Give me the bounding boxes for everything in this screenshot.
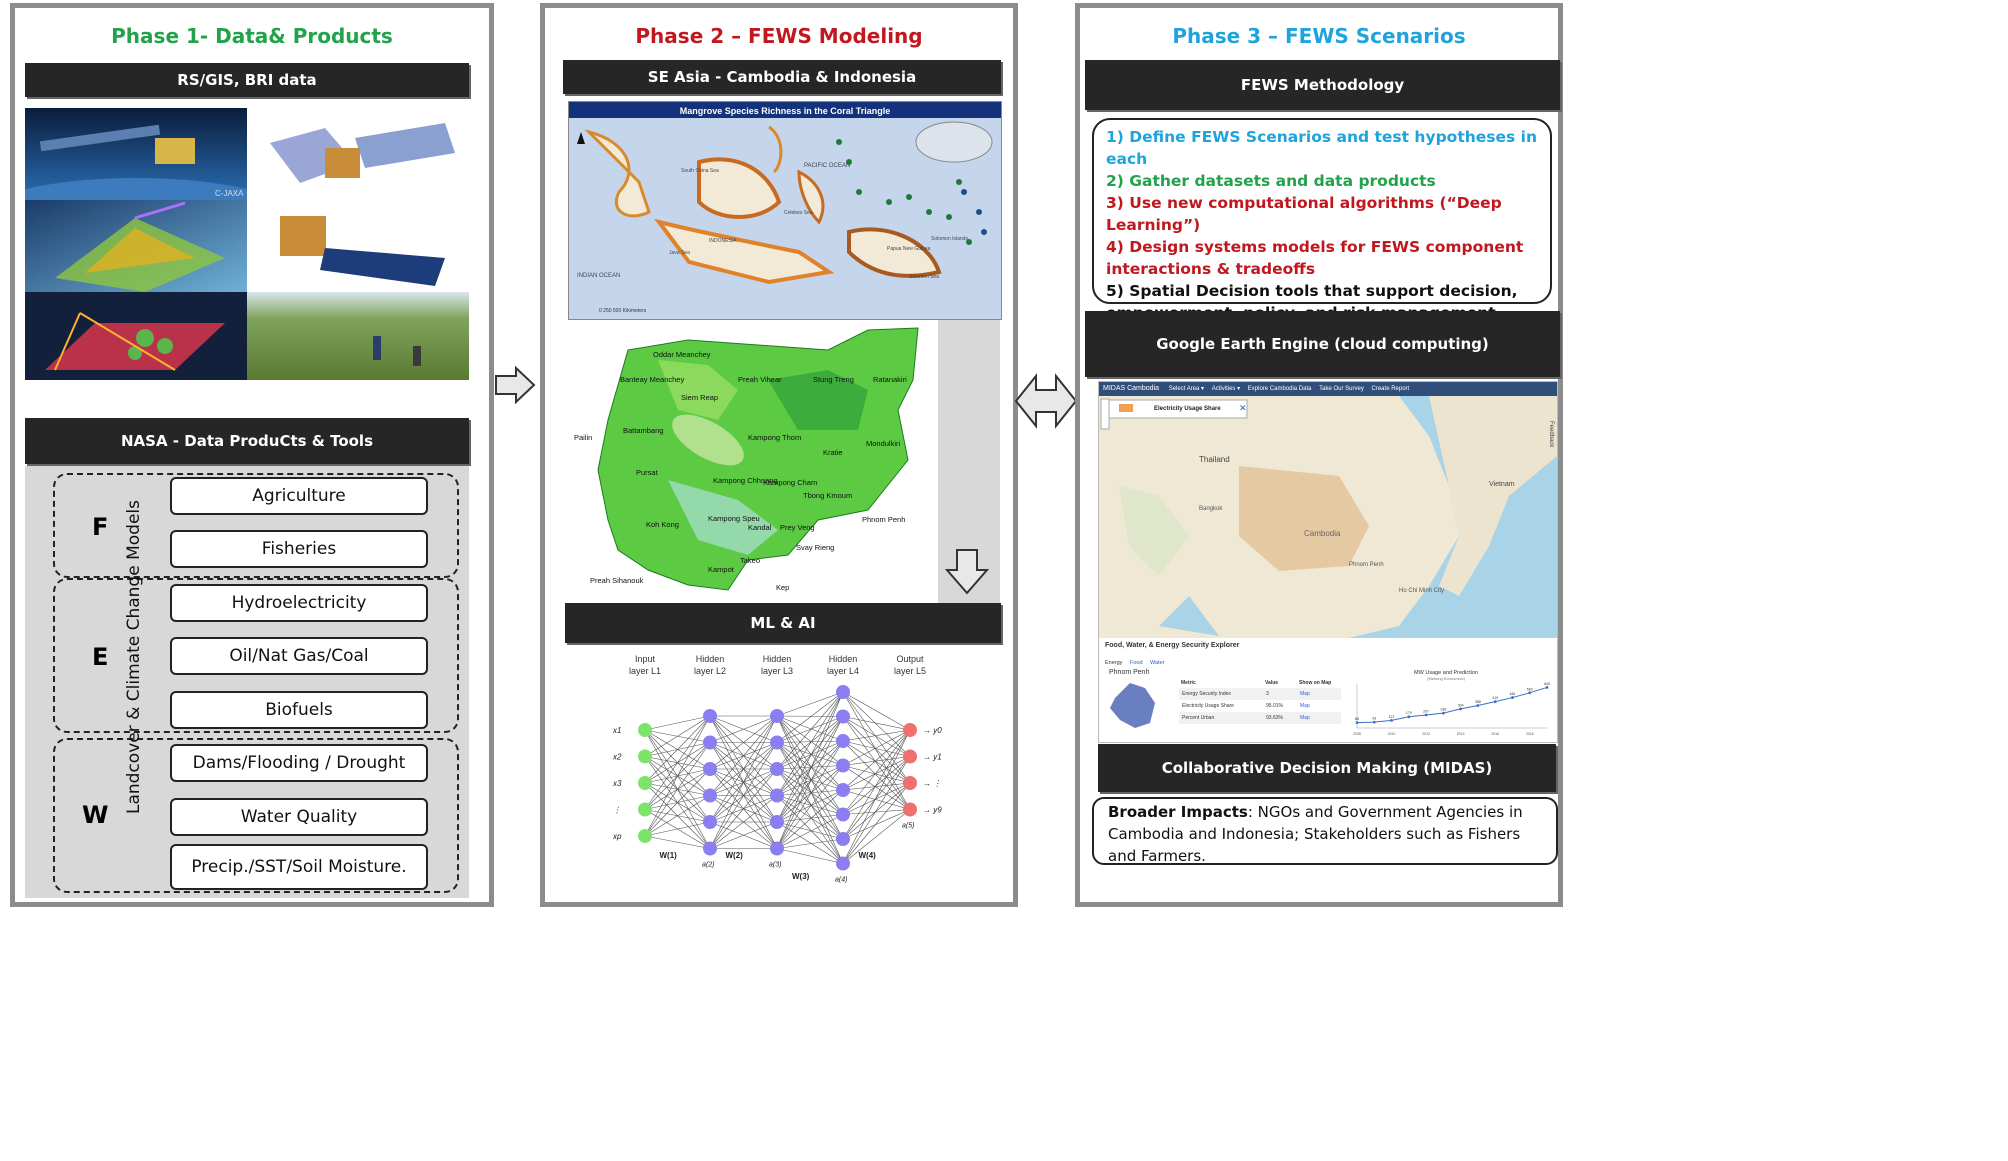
data-point — [1407, 715, 1410, 718]
province-shape — [1105, 678, 1165, 733]
data-label: 419 — [1492, 696, 1499, 701]
province-label: Kandal — [748, 523, 772, 532]
x-tick-label: 2018 — [1525, 732, 1534, 736]
table-cell: 93.63% — [1266, 715, 1283, 721]
down-arrow-icon — [945, 548, 989, 596]
province-label: Tbong Kmoum — [803, 491, 853, 500]
nn-connection — [777, 741, 843, 743]
map1-scale: 0 250 500 Kilometers — [599, 308, 647, 314]
province-label: Koh Kong — [646, 520, 679, 529]
impacts-text: : NGOs and Government Agencies in Cambodia and Indonesia; Stakeholders such as Fishers and Farmers. — [1108, 803, 1523, 865]
nn-connection — [645, 796, 710, 837]
data-label: 86 — [1355, 717, 1359, 722]
province-label: Kep — [776, 583, 790, 592]
nn-node — [770, 815, 784, 829]
nn-node — [638, 829, 652, 843]
nn-node — [703, 736, 717, 750]
data-label: 358 — [1474, 699, 1481, 704]
x-tick-label: 2016 — [1491, 732, 1500, 736]
nn-node — [903, 803, 917, 817]
nn-connection — [777, 692, 843, 743]
province-label: Preah Sihanouk — [590, 576, 644, 585]
nn-connection — [645, 836, 710, 849]
nn-node — [638, 723, 652, 737]
pill-agriculture: Agriculture — [170, 477, 428, 515]
nn-connection — [645, 743, 710, 837]
explorer-title: Food, Water, & Energy Security Explorer — [1105, 642, 1240, 649]
data-point — [1390, 719, 1393, 722]
province-label: Prey Veng — [780, 523, 815, 532]
pill-water-quality: Water Quality — [170, 798, 428, 836]
chart-subtitle: (Mekong Economics) — [1427, 676, 1465, 681]
map-label-bangkok: Bangkok — [1199, 506, 1223, 512]
close-icon[interactable]: ✕ — [1239, 403, 1247, 413]
data-point — [1546, 686, 1549, 689]
data-point — [1459, 707, 1462, 710]
nn-activation-label: a(2) — [702, 861, 715, 869]
step-3: 3) Use new computational algorithms (“Deep Learning”) — [1106, 194, 1502, 234]
nn-node — [638, 750, 652, 764]
phase2-title: Phase 2 – FEWS Modeling — [635, 24, 923, 48]
nn-connection — [645, 716, 710, 836]
data-point — [1425, 714, 1428, 717]
table-header: Show on Map — [1299, 680, 1332, 686]
nn-node — [770, 736, 784, 750]
explorer-tabs — [1105, 660, 1165, 666]
satellite-image-collage — [25, 108, 469, 380]
map1-label-pacific: PACIFIC OCEAN — [804, 163, 851, 169]
phase3-title: Phase 3 – FEWS Scenarios — [1172, 24, 1466, 48]
right-arrow-icon — [494, 366, 538, 404]
map-label-cambodia: Cambodia — [1304, 529, 1341, 538]
nn-connection — [843, 730, 910, 839]
province-label: Siem Reap — [681, 393, 719, 402]
phase2-panel — [540, 3, 1018, 907]
nn-connection — [777, 790, 843, 849]
series-line — [1357, 687, 1547, 722]
nn-connection — [777, 716, 843, 864]
nn-connection — [645, 716, 710, 730]
nn-connection — [777, 769, 843, 815]
nn-output-label: → y1 — [923, 752, 942, 762]
nav-item[interactable]: Select Area ▾ — [1168, 386, 1205, 392]
step-4: 4) Design systems models for FEWS component interactions & tradeoffs — [1106, 238, 1524, 278]
province-label: Kratie — [823, 448, 843, 457]
popup-title: Electricity Usage Share — [1154, 406, 1221, 412]
zoom-controls[interactable] — [1101, 399, 1109, 429]
nn-node — [703, 842, 717, 856]
nn-connection — [843, 783, 910, 839]
nn-layer-label: Input — [634, 654, 656, 664]
data-label: 207 — [1423, 709, 1430, 714]
nn-connection — [843, 757, 910, 766]
nn-node — [770, 789, 784, 803]
feedback-tab[interactable]: Feedback — [1548, 421, 1554, 448]
nn-layer-label: layer L2 — [693, 666, 727, 676]
midas-navbar — [1099, 382, 1557, 396]
province-label: Kampong Cham — [763, 478, 818, 487]
nn-connection — [843, 783, 910, 864]
x-tick-label: 2014 — [1456, 732, 1465, 736]
methodology-steps — [1092, 118, 1552, 304]
nn-connection — [843, 757, 910, 840]
table-cell: Energy Security Index — [1182, 691, 1231, 697]
nn-connection — [777, 796, 843, 815]
nn-activation-label: a(5) — [902, 822, 915, 830]
letter-e: E — [92, 643, 109, 671]
nn-layer-label: Hidden — [695, 654, 725, 664]
nn-weight-label: W(2) — [725, 851, 743, 860]
nn-weight-label: W(1) — [659, 851, 677, 860]
step-2: 2) Gather datasets and data products — [1106, 172, 1436, 190]
nn-node — [836, 759, 850, 773]
map1-label-java: Java Sea — [669, 250, 690, 256]
province-label: Kampot — [708, 565, 734, 574]
map-link[interactable]: Map — [1300, 703, 1310, 709]
province-label: Kampong Speu — [708, 514, 760, 523]
nn-node — [770, 842, 784, 856]
pill-hydroelectricity: Hydroelectricity — [170, 584, 428, 622]
letter-w: W — [82, 801, 109, 829]
data-label: 179 — [1405, 711, 1412, 716]
nasa-bar: NASA - Data ProduCts & Tools — [25, 418, 469, 464]
nn-node — [836, 808, 850, 822]
x-tick-label: 2010 — [1387, 732, 1396, 736]
nav-item[interactable]: Create Report — [1371, 386, 1410, 392]
map-label-vietnam: Vietnam — [1489, 481, 1515, 488]
map1-label-scs: South China Sea — [681, 168, 719, 174]
nn-node — [638, 776, 652, 790]
step-1: 1) Define FEWS Scenarios and test hypotheses in each — [1106, 128, 1537, 168]
map1-label-indian: INDIAN OCEAN — [577, 273, 621, 279]
pill-fisheries: Fisheries — [170, 530, 428, 568]
nn-connection — [645, 716, 710, 810]
nn-input-label: x3 — [613, 779, 622, 788]
province-label: Svay Rieng — [796, 543, 835, 552]
province-label: Stung Treng — [813, 375, 854, 384]
data-label: 236 — [1440, 707, 1447, 712]
phase3-panel — [1075, 3, 1563, 907]
nn-connection — [843, 757, 910, 815]
chart-title: MW Usage and Prediction — [1414, 670, 1478, 676]
nn-layer-label: layer L5 — [893, 666, 927, 676]
map1-label-solomon-sea: Solomon Sea — [909, 274, 940, 280]
nn-activation-label: a(4) — [835, 876, 848, 884]
nn-weight-label: W(4) — [858, 851, 876, 860]
methodology-bar: FEWS Methodology — [1085, 60, 1560, 110]
nn-node — [836, 685, 850, 699]
map1-label-celebes: Celebes Sea — [784, 210, 813, 216]
rs-gis-bar: RS/GIS, BRI data — [25, 63, 469, 97]
table-header: Metric — [1181, 680, 1196, 686]
nn-connection — [843, 717, 910, 731]
nn-input-label: xp — [613, 832, 622, 841]
neural-network-diagram — [605, 646, 961, 901]
province-label: Pailin — [574, 433, 593, 442]
nn-layer-label: Hidden — [828, 654, 858, 664]
nn-node — [703, 709, 717, 723]
impacts-label: Broader Impacts — [1108, 803, 1248, 821]
data-point — [1528, 691, 1531, 694]
nn-node — [836, 783, 850, 797]
nn-node — [836, 734, 850, 748]
data-label: 645 — [1544, 681, 1550, 686]
data-point — [1373, 721, 1376, 724]
map-link[interactable]: Map — [1300, 691, 1310, 697]
map1-label-png: Papua New Guinea — [887, 246, 931, 252]
tab-food[interactable]: Food — [1129, 660, 1143, 666]
province-label: Ratanakiri — [873, 375, 907, 384]
table-cell: 95.01% — [1266, 703, 1283, 709]
nn-connection — [777, 743, 843, 766]
nn-layer-label: Output — [896, 654, 924, 664]
midas-nav-title[interactable]: MIDAS Cambodia — [1103, 385, 1160, 392]
nn-connection — [645, 716, 710, 783]
tab-water[interactable]: Water — [1150, 660, 1165, 666]
table-header: Value — [1265, 680, 1279, 686]
nn-connection — [843, 766, 910, 784]
nn-output-label: → y0 — [923, 726, 942, 735]
midas-map[interactable] — [1099, 396, 1557, 638]
nn-output-label: → y9 — [923, 805, 942, 815]
nn-connection — [843, 810, 910, 864]
nn-node — [703, 762, 717, 776]
pill-biofuels: Biofuels — [170, 691, 428, 729]
data-point — [1477, 704, 1480, 707]
phase1-panel — [10, 3, 494, 907]
data-label: 93 — [1372, 716, 1377, 721]
metrics-table — [1179, 678, 1341, 724]
nn-node — [703, 815, 717, 829]
map1-label-indonesia: INDONESIA — [709, 238, 737, 244]
province-label: Banteay Meanchey — [620, 375, 685, 384]
nn-node — [903, 776, 917, 790]
collab-bar: Collaborative Decision Making (MIDAS) — [1098, 744, 1556, 792]
nn-connection — [843, 717, 910, 810]
data-label: 560 — [1526, 687, 1533, 692]
nn-input-label: ⋮ — [613, 805, 621, 815]
gee-bar: Google Earth Engine (cloud computing) — [1085, 311, 1560, 377]
table-cell: 3 — [1266, 691, 1269, 697]
nn-connection — [777, 849, 843, 864]
nn-layer-label: Hidden — [762, 654, 792, 664]
nn-connection — [645, 769, 710, 836]
nn-input-label: x1 — [613, 726, 622, 735]
cambodia-map — [568, 320, 1000, 603]
nn-layer-label: layer L1 — [628, 666, 662, 676]
nn-connection — [777, 766, 843, 823]
double-arrow-icon — [1014, 372, 1078, 430]
nn-node — [770, 762, 784, 776]
vertical-label: Landcover & Climate Change Models — [124, 500, 144, 814]
nn-connection — [843, 741, 910, 783]
nn-node — [638, 803, 652, 817]
table-cell: Percent Urban — [1182, 715, 1215, 721]
province-label: Battambang — [623, 426, 664, 435]
nn-output-label: → ⋮ — [923, 779, 942, 788]
map-link[interactable]: Map — [1300, 715, 1310, 721]
province-label: Takeo — [740, 556, 761, 565]
province-label: Phnom Penh — [862, 515, 906, 524]
tab-energy[interactable]: Energy — [1105, 660, 1123, 666]
data-point — [1356, 721, 1359, 724]
nn-node — [703, 789, 717, 803]
nn-connection — [843, 741, 910, 757]
data-label: 304 — [1457, 703, 1464, 708]
province-name: Phnom Penh — [1109, 669, 1150, 676]
map-label-phnom-penh: Phnom Penh — [1349, 562, 1384, 568]
nn-node — [903, 723, 917, 737]
nn-node — [903, 750, 917, 764]
map1-label-solomon-islands: Solomon Islands — [931, 236, 968, 242]
mangrove-map — [568, 101, 1002, 320]
data-label: 121 — [1388, 714, 1395, 719]
province-label: Pursat — [636, 468, 658, 477]
nav-item[interactable]: Activities ▾ — [1211, 386, 1241, 392]
nn-connection — [777, 717, 843, 770]
image-credit: C-JAXA — [215, 189, 244, 198]
nn-layer-label: layer L3 — [760, 666, 794, 676]
pill-dams-flooding: Dams/Flooding / Drought — [170, 744, 428, 782]
nn-connection — [777, 716, 843, 766]
letter-f: F — [92, 513, 109, 541]
map-label-hcmc: Ho Chi Minh City — [1399, 588, 1445, 594]
nn-connection — [645, 822, 710, 836]
data-label: 484 — [1509, 692, 1516, 697]
nn-connection — [777, 692, 843, 796]
nn-weight-label: W(3) — [792, 872, 810, 881]
phase1-title: Phase 1- Data& Products — [111, 24, 393, 48]
data-point — [1511, 696, 1514, 699]
province-label: Preah Vihear — [738, 375, 782, 384]
province-label: Kampong Chhnang — [713, 476, 778, 485]
region-bar: SE Asia - Cambodia & Indonesia — [563, 60, 1001, 94]
nav-item[interactable]: Take Our Survey — [1319, 386, 1364, 392]
province-label: Kampong Thom — [748, 433, 802, 442]
nn-input-label: x2 — [613, 752, 622, 762]
x-tick-label: 2008 — [1353, 732, 1361, 736]
nn-connection — [843, 790, 910, 810]
nn-node — [836, 832, 850, 846]
nn-layer-label: layer L4 — [826, 666, 860, 676]
map1-title: Mangrove Species Richness in the Coral Triangle — [679, 106, 891, 116]
x-tick-label: 2012 — [1422, 732, 1430, 736]
nav-item[interactable]: Explore Cambodia Data — [1247, 386, 1312, 392]
table-cell: Electricity Usage Share — [1182, 703, 1234, 709]
broader-impacts-box — [1092, 797, 1558, 865]
nn-node — [770, 709, 784, 723]
nn-activation-label: a(3) — [769, 861, 782, 869]
midas-screenshot — [1098, 381, 1558, 743]
nn-connection — [777, 717, 843, 743]
nn-connection — [777, 839, 843, 849]
nn-node — [836, 857, 850, 871]
map-label-thailand: Thailand — [1199, 455, 1230, 464]
ml-ai-bar: ML & AI — [565, 603, 1001, 643]
province-label: Mondulkiri — [866, 439, 901, 448]
data-point — [1494, 700, 1497, 703]
pill-oil-gas-coal: Oil/Nat Gas/Coal — [170, 637, 428, 675]
pill-precip-sst: Precip./SST/Soil Moisture. — [170, 844, 428, 890]
nn-connection — [645, 716, 710, 757]
province-label: Oddar Meanchey — [653, 350, 711, 359]
mw-usage-chart — [1339, 668, 1553, 738]
step-5: 5) Spatial Decision tools that support decision, — [1106, 282, 1518, 300]
nn-node — [836, 710, 850, 724]
data-point — [1442, 712, 1445, 715]
